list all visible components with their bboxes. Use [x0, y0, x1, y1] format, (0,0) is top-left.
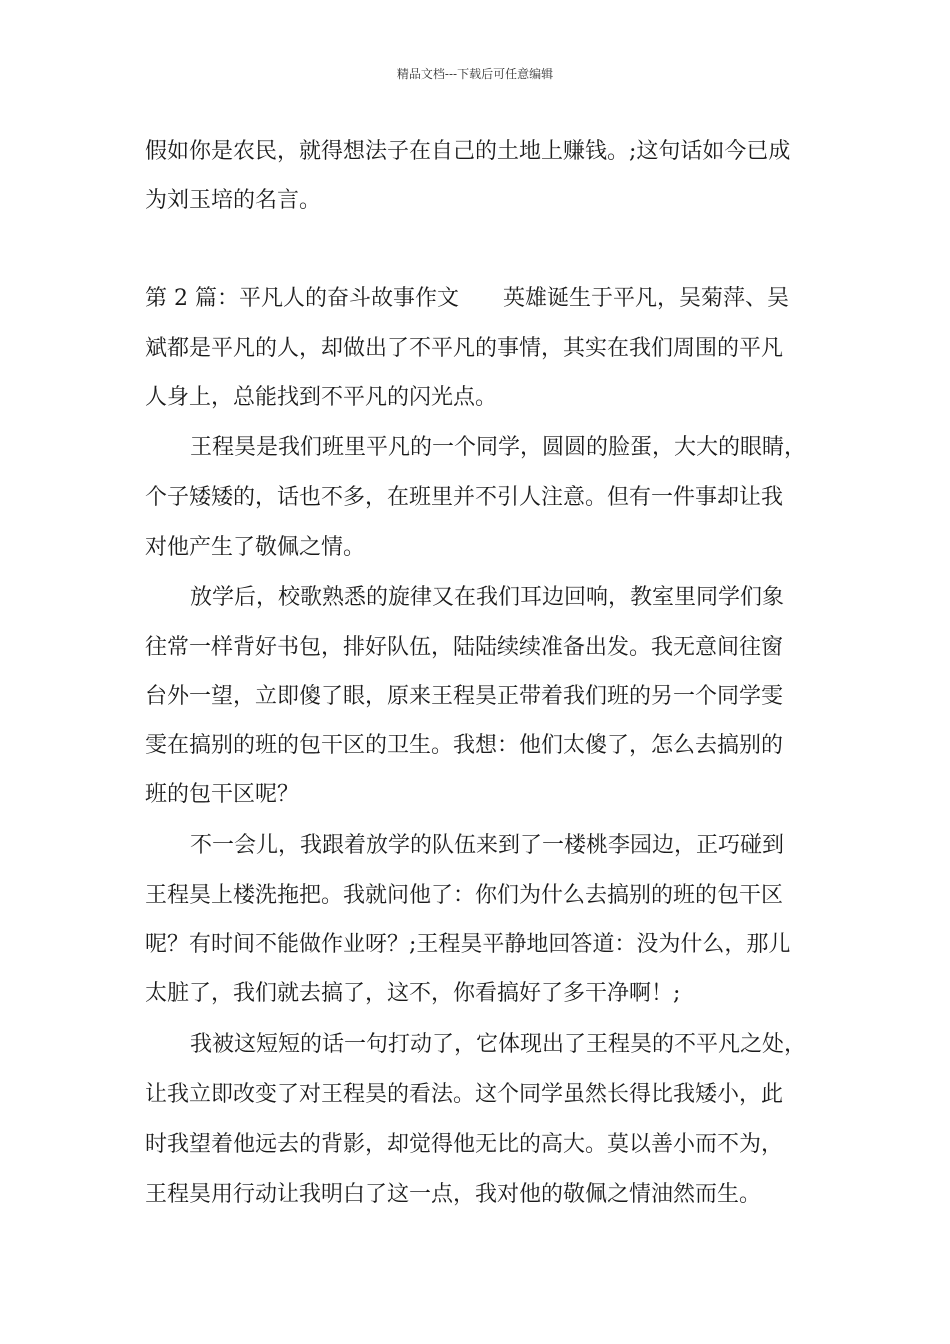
paragraph-4-line-3: 时我望着他远去的背影，却觉得他无比的高大。莫以善小而不为， — [145, 1132, 784, 1157]
article-first-line-rest: 英雄诞生于平凡，吴菊萍、吴 — [502, 286, 789, 311]
paragraph-3-line-4: 太脏了，我们就去搞了，这不，你看搞好了多干净啊！; — [145, 981, 681, 1006]
paragraph-1-line-2: 个子矮矮的，话也不多，在班里并不引人注意。但有一件事却让我 — [145, 485, 784, 510]
paragraph-3-line-2: 王程昊上楼洗拖把。我就问他了：你们为什么去搞别的班的包干区 — [145, 883, 784, 908]
paragraph-3-line-3: 呢？有时间不能做作业呀？;王程昊平静地回答道：没为什么，那儿 — [145, 932, 791, 957]
first-paragraph-line-2: 斌都是平凡的人，却做出了不平凡的事情，其实在我们周围的平凡 — [145, 336, 784, 361]
paragraph-3-line-1: 不一会儿，我跟着放学的队伍来到了一楼桃李园边，正巧碰到 — [190, 833, 785, 858]
paragraph-2-line-4: 雯在搞别的班的包干区的卫生。我想：他们太傻了，怎么去搞别的 — [145, 733, 784, 758]
paragraph-2-line-1: 放学后，校歌熟悉的旋律又在我们耳边回响，教室里同学们象 — [190, 585, 785, 610]
first-paragraph-line-3: 人身上，总能找到不平凡的闪光点。 — [145, 385, 498, 410]
intro-line-2: 为刘玉培的名言。 — [145, 188, 322, 213]
paragraph-4-line-1: 我被这短短的话一句打动了，它体现出了王程昊的不平凡之处， — [190, 1032, 807, 1057]
paragraph-2-line-5: 班的包干区呢？ — [145, 782, 300, 807]
paragraph-4-line-2: 让我立即改变了对王程昊的看法。这个同学虽然长得比我矮小，此 — [145, 1082, 784, 1107]
paragraph-1-line-3: 对他产生了敬佩之情。 — [145, 535, 366, 560]
paragraph-2-line-3: 台外一望，立即傻了眼，原来王程昊正带着我们班的另一个同学雯 — [145, 684, 784, 709]
article-title: 第 2 篇：平凡人的奋斗故事作文 — [145, 286, 459, 311]
paragraph-2-line-2: 往常一样背好书包，排好队伍，陆陆续续准备出发。我无意间往窗 — [145, 635, 784, 660]
article-title-line — [145, 284, 789, 314]
paragraph-1-line-1: 王程昊是我们班里平凡的一个同学，圆圆的脸蛋，大大的眼睛， — [190, 435, 807, 460]
page-header: 精品文档---下载后可任意编辑 — [396, 67, 554, 81]
paragraph-4-line-4: 王程昊用行动让我明白了这一点，我对他的敬佩之情油然而生。 — [145, 1182, 762, 1207]
intro-line-1: 假如你是农民，就得想法子在自己的土地上赚钱。;这句话如今已成 — [145, 139, 791, 164]
